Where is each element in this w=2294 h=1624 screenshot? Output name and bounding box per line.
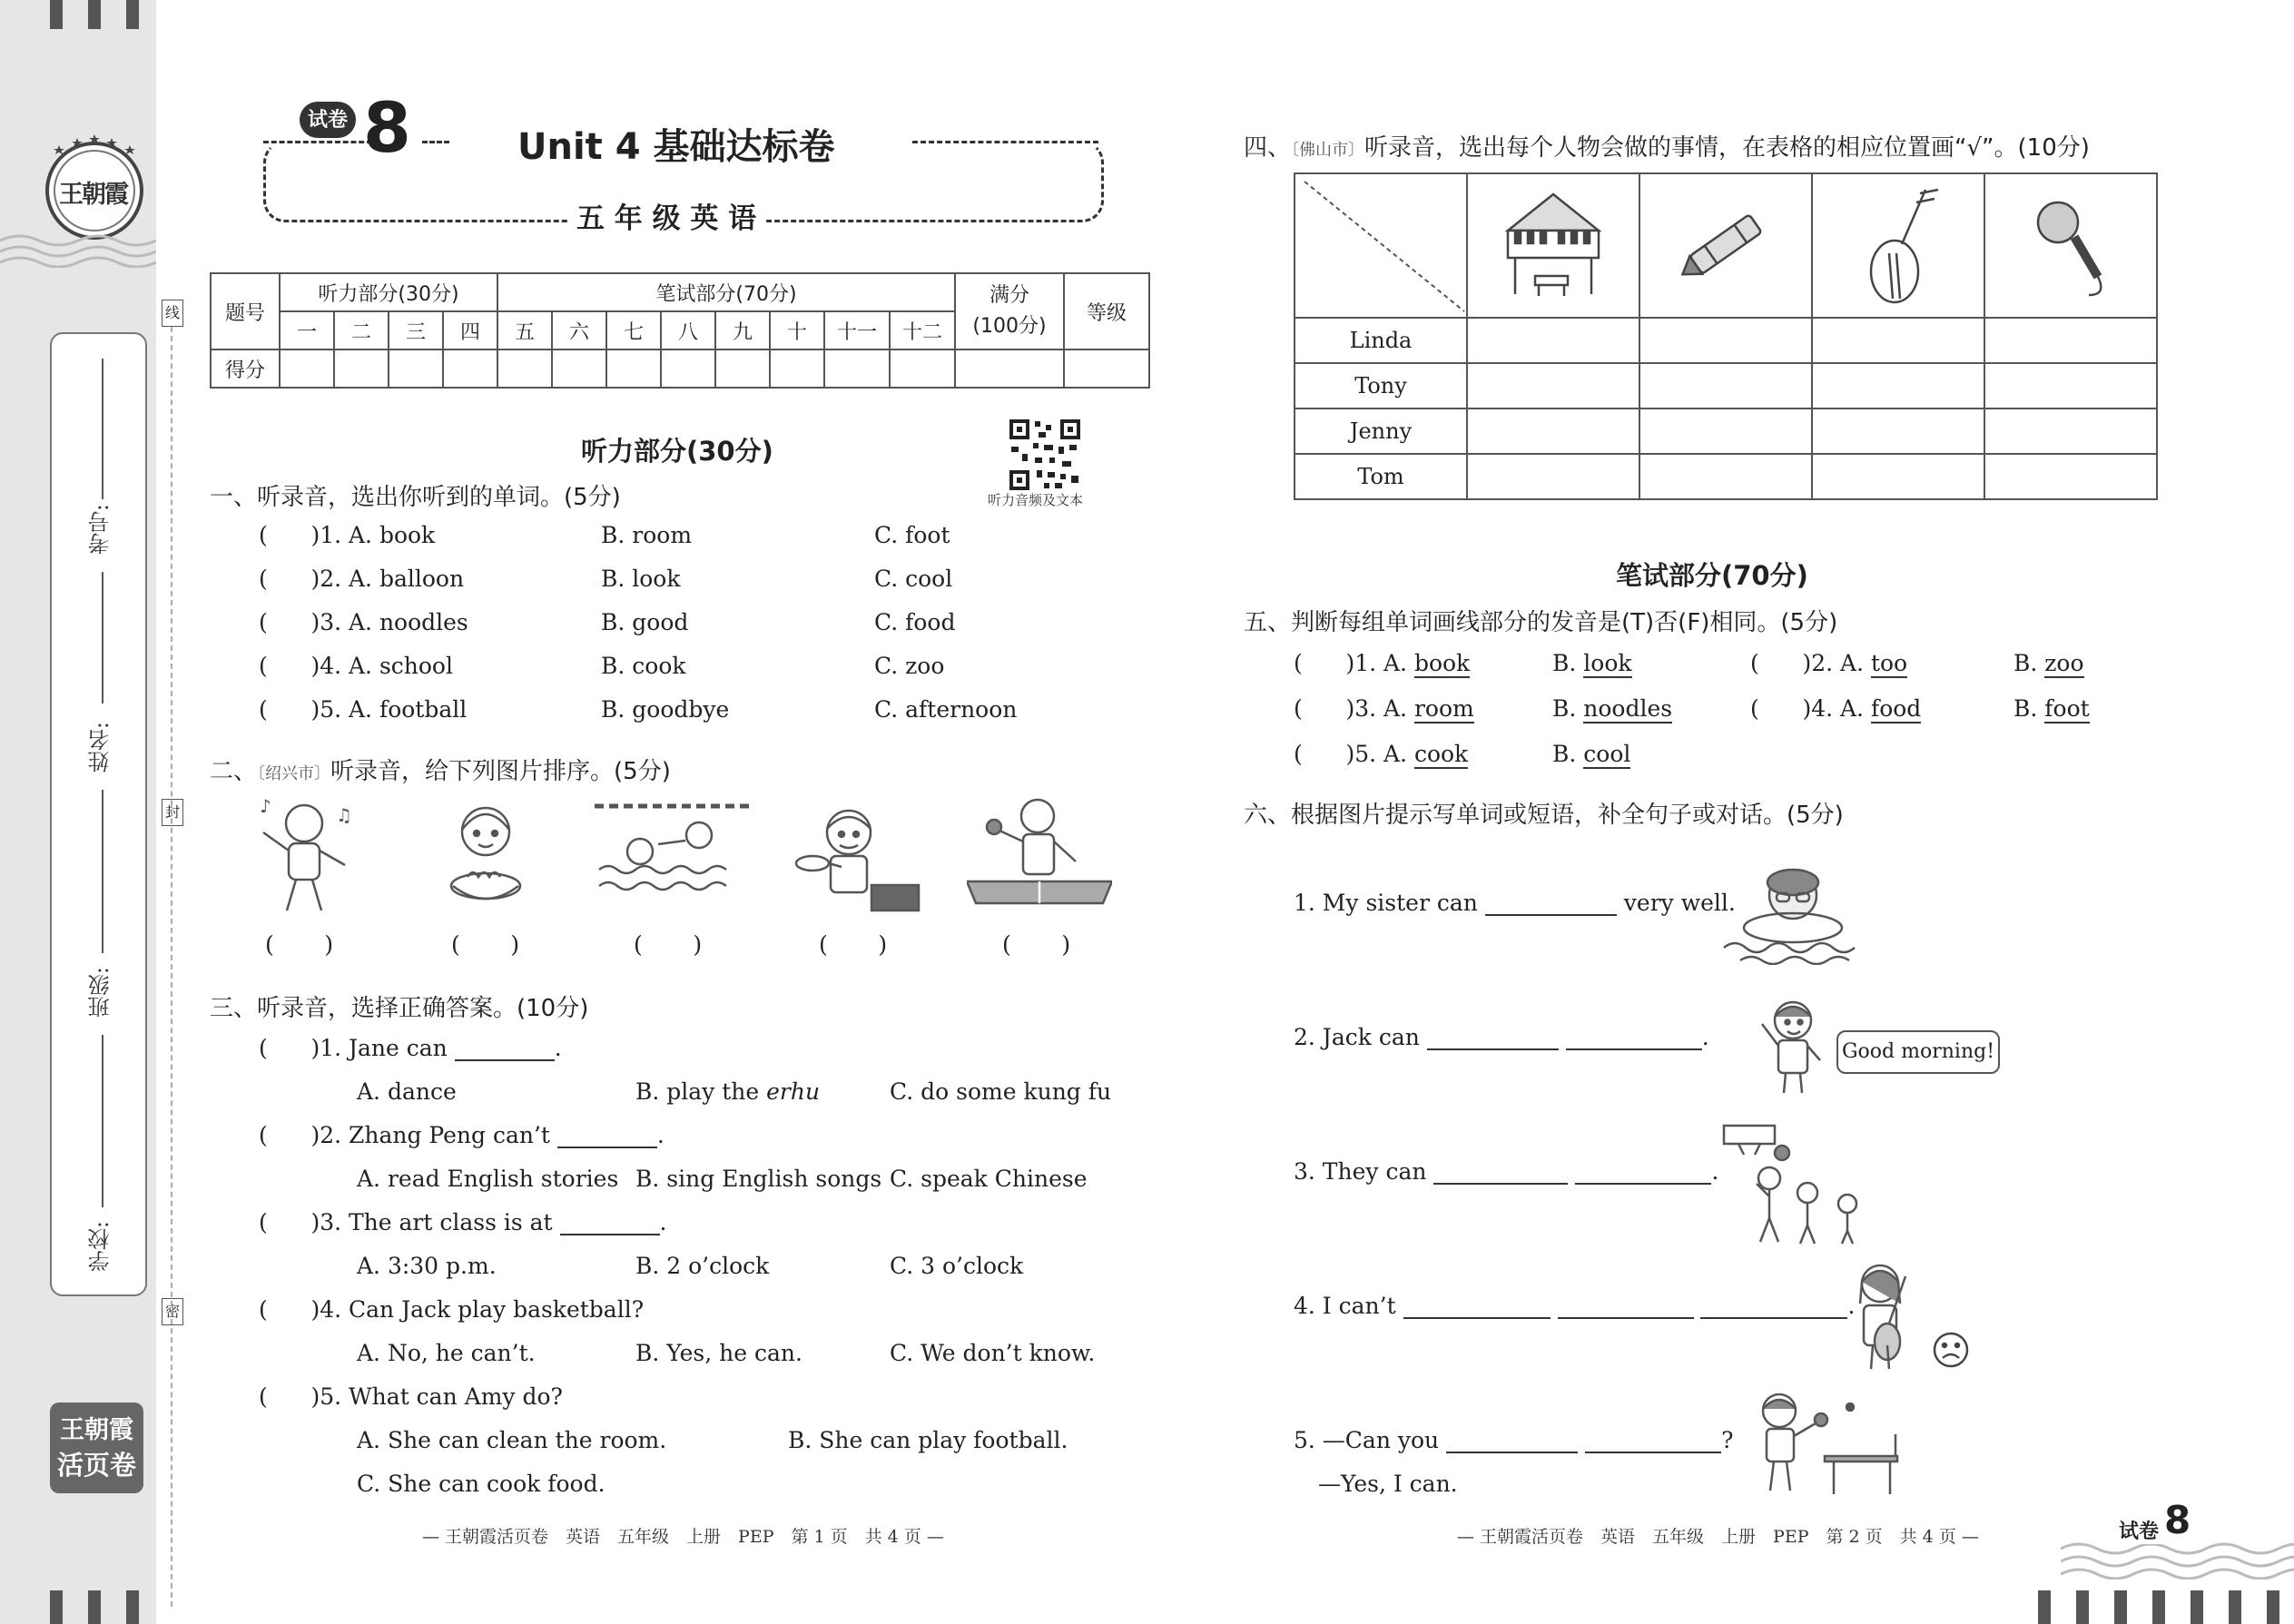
s1-q4-a: )4. A. school [310, 653, 453, 679]
s4-title [1244, 129, 2090, 162]
s1-q5-b: B. goodbye [601, 696, 730, 723]
check-cell[interactable] [1639, 363, 1812, 408]
grade-header: 等级 [1064, 273, 1149, 349]
badge-number: 8 [363, 87, 411, 168]
s6-line5-answer: —Yes, I can. [1318, 1471, 1458, 1497]
s6-line4: 4. I can’t . [1294, 1293, 1856, 1319]
deco-bar [126, 0, 139, 29]
title-frame-top [422, 141, 449, 143]
q-number: 八 [661, 311, 715, 349]
deco-bar [126, 1590, 139, 1624]
s3-title: 三、听录音，选择正确答案。(10分) [210, 995, 589, 1022]
s1-q3-c: C. food [874, 609, 956, 635]
deco-bar [50, 0, 63, 29]
wave-decoration [0, 231, 156, 268]
name-label: 姓名: [88, 722, 113, 773]
check-cell[interactable] [1639, 408, 1812, 454]
answer-blank[interactable] [1558, 1294, 1694, 1319]
score-cell[interactable] [280, 349, 334, 388]
name-cell: Jenny [1295, 408, 1467, 454]
check-cell[interactable] [1639, 454, 1812, 499]
deco-bar [2114, 1590, 2127, 1624]
q-number: 九 [715, 311, 770, 349]
answer-blank[interactable] [1485, 891, 1617, 916]
deco-bar [2076, 1590, 2089, 1624]
s1-q1-a: )1. A. book [310, 522, 436, 548]
s5-item3: ( )3. A. room [1294, 695, 1474, 722]
s1-q2-b: B. look [601, 566, 681, 592]
s5-item4-b-word: foot [2044, 695, 2090, 722]
picture-girl-cooking [440, 799, 531, 920]
svg-text:♪: ♪ [260, 795, 271, 817]
score-cell[interactable] [955, 349, 1064, 388]
s5-item3-b [1552, 695, 1672, 722]
name-cell: Tony [1295, 363, 1467, 408]
q-number: 五 [497, 311, 552, 349]
s6-line2-a: 2. Jack can [1294, 1024, 1420, 1050]
s3-q4-text: )4. Can Jack play basketball? [310, 1296, 645, 1323]
s3-q5-c: C. She can cook food. [357, 1471, 605, 1497]
order-blank[interactable]: ( ) [819, 931, 888, 958]
s3-q5-text: )5. What can Amy do? [310, 1383, 563, 1410]
full-label: 满分 [989, 284, 1029, 307]
qr-code[interactable] [1008, 418, 1082, 492]
brand-logo-bottom [50, 1403, 143, 1493]
s6-line3-a: 3. They can [1294, 1158, 1427, 1185]
s5-item5-a: )5. A. [1345, 741, 1414, 767]
s5-item5-a-word: cook [1413, 741, 1469, 767]
answer-blank[interactable] [1403, 1294, 1551, 1319]
s4-title-text: 听录音，选出每个人物会做的事情，在表格的相应位置画“√”。(10分) [1364, 134, 2090, 162]
s3-q2-b: B. sing English songs [635, 1166, 882, 1192]
deco-bar [2191, 1590, 2203, 1624]
q-number: 十一 [824, 311, 890, 349]
score-cell[interactable] [715, 349, 770, 388]
s6-line2: 2. Jack can . [1294, 1024, 1709, 1050]
school-label: 学校: [88, 1221, 113, 1273]
s1-q2-a: )2. A. balloon [310, 566, 465, 592]
s3-q3-text: )3. The art class is at [310, 1209, 553, 1235]
speech-bubble: Good morning! [1836, 1030, 2000, 1074]
s1-q5-a: )5. A. football [310, 696, 468, 723]
s5-item4-a: )4. A. [1802, 695, 1871, 722]
answer-blank[interactable] [560, 1210, 660, 1235]
answer-blank[interactable] [1446, 1428, 1578, 1453]
s3-q5: ( )5. What can Amy do? [259, 1383, 563, 1410]
q-number: 六 [552, 311, 606, 349]
check-cell[interactable] [1467, 318, 1639, 363]
check-cell[interactable] [1812, 408, 1984, 454]
s1-q2-c: C. cool [874, 566, 953, 592]
deco-bar [88, 0, 101, 29]
s5-item1-a-word: book [1413, 650, 1471, 676]
s4-title-num: 四、 [1244, 134, 1292, 162]
answer-blank[interactable] [1700, 1294, 1847, 1319]
brand-logo-line1: 王朝霞 [60, 1416, 133, 1444]
s5-item2: ( )2. A. too [1750, 650, 1908, 676]
picture-girl-pipa [1847, 1260, 1920, 1377]
s5-item2-b-word: zoo [2044, 650, 2084, 676]
s1-q4-b: B. cook [601, 653, 686, 679]
student-info-box [50, 332, 147, 1296]
deco-bar [2267, 1590, 2279, 1624]
q-number: 十二 [890, 311, 955, 349]
written-section-head: 笔试部分(70分) [1616, 560, 1808, 591]
cut-mark: 线 [162, 300, 183, 327]
s3-q1-b-italic: erhu [766, 1078, 821, 1105]
s5-b-prefix: B. [1552, 695, 1584, 722]
s2-title-num: 二、 [210, 758, 258, 785]
school-field[interactable] [102, 1035, 103, 1207]
s1-title: 一、听录音，选出你听到的单词。(5分) [210, 484, 621, 511]
full-score-header [955, 273, 1064, 349]
check-cell[interactable] [1812, 454, 1984, 499]
s5-b-prefix: B. [2013, 650, 2045, 676]
score-cell[interactable] [824, 349, 890, 388]
picture-kids-basketball [1720, 1124, 1866, 1250]
badge-number-bottom: 8 [2161, 1498, 2194, 1542]
cut-mark: 密 [162, 1298, 183, 1325]
picture-dancing-robot [254, 794, 354, 920]
picture-boy-waving [1757, 997, 1829, 1100]
deco-bar [2229, 1590, 2241, 1624]
s5-item1-b-word: look [1583, 650, 1632, 676]
check-cell[interactable] [1812, 318, 1984, 363]
order-blank[interactable]: ( ) [451, 931, 520, 958]
name-cell: Linda [1295, 318, 1467, 363]
s4-tag: 〔佛山市〕 [1291, 141, 1365, 160]
order-blank[interactable]: ( ) [634, 931, 703, 958]
s1-q3-b: B. good [601, 609, 689, 635]
title-frame-top [263, 141, 372, 143]
score-label: 得分 [211, 349, 280, 388]
ability-table [1294, 172, 2158, 500]
s3-q4-c: C. We don’t know. [890, 1340, 1096, 1366]
s3-q2-c: C. speak Chinese [890, 1166, 1088, 1192]
s5-item4: ( )4. A. food [1750, 695, 1922, 722]
check-cell[interactable] [1467, 454, 1639, 499]
s3-q1-b [635, 1078, 820, 1105]
check-cell[interactable] [1984, 363, 2157, 408]
deco-bar [2152, 1590, 2165, 1624]
picture-swimming [595, 799, 749, 911]
s6-line5-q: ? [1721, 1427, 1734, 1453]
s1-q3: ( )3. A. noodles [259, 609, 468, 635]
microphone-picture [1984, 173, 2157, 318]
check-cell[interactable] [1467, 408, 1639, 454]
check-cell[interactable] [1984, 408, 2157, 454]
s3-q3-b: B. 2 o’clock [635, 1253, 770, 1279]
picture-girl-swimming [1720, 861, 1866, 969]
score-cell[interactable] [552, 349, 606, 388]
answer-blank[interactable] [1433, 1159, 1568, 1185]
s5-b-prefix: B. [1552, 650, 1584, 676]
q-number: 三 [389, 311, 443, 349]
s3-q1-b-text: B. play the [635, 1078, 760, 1105]
check-cell[interactable] [1984, 454, 2157, 499]
score-cell[interactable] [443, 349, 497, 388]
s5-item3-a: )3. A. [1345, 695, 1414, 722]
subtitle: 五 年 级 英 语 [567, 195, 765, 236]
badge-label: 试卷 [300, 102, 356, 138]
sad-face-icon [1932, 1331, 1970, 1373]
s3-q4: ( )4. Can Jack play basketball? [259, 1296, 645, 1323]
answer-blank[interactable] [557, 1123, 657, 1148]
written-header: 笔试部分(70分) [497, 273, 955, 311]
piano-picture [1467, 173, 1639, 318]
s5-item5: ( )5. A. cook [1294, 741, 1469, 767]
s1-q2: ( )2. A. balloon [259, 566, 465, 592]
s2-title-text: 听录音，给下列图片排序。(5分) [330, 758, 671, 785]
check-cell[interactable] [1467, 363, 1639, 408]
badge-label-bottom: 试卷 [2115, 1516, 2162, 1544]
diagonal-cell [1295, 173, 1467, 318]
listening-section-head: 听力部分(30分) [581, 436, 773, 467]
s6-title: 六、根据图片提示写单词或短语，补全句子或对话。(5分) [1244, 802, 1844, 829]
score-cell[interactable] [1064, 349, 1149, 388]
deco-bar [50, 1590, 63, 1624]
s3-q4-a: A. No, he can’t. [357, 1340, 536, 1366]
s3-q3: ( )3. The art class is at . [259, 1209, 667, 1235]
svg-text:♫: ♫ [336, 804, 352, 826]
s3-q2-a: A. read English stories [357, 1166, 619, 1192]
class-field[interactable] [102, 790, 103, 953]
s5-item2-b [2013, 650, 2084, 676]
s6-line3: 3. They can . [1294, 1158, 1719, 1185]
s1-q5: ( )5. A. football [259, 696, 468, 723]
s6-line5 [1294, 1427, 1733, 1453]
s5-item4-b [2013, 695, 2090, 722]
deco-bar [88, 1590, 101, 1624]
s2-title [210, 753, 671, 786]
score-cell[interactable] [497, 349, 552, 388]
s3-q1: ( )1. Jane can . [259, 1035, 562, 1061]
answer-blank[interactable] [1427, 1025, 1559, 1050]
s5-b-prefix: B. [2013, 695, 2045, 722]
score-cell[interactable] [661, 349, 715, 388]
score-cell[interactable] [606, 349, 661, 388]
listening-header: 听力部分(30分) [280, 273, 497, 311]
exam-no-label: 考号: [88, 504, 113, 556]
class-label: 班级: [88, 967, 113, 1019]
s6-line1 [1294, 890, 1736, 916]
cut-line [171, 327, 172, 1607]
s3-q5-a: A. She can clean the room. [357, 1427, 667, 1453]
title-frame-top [912, 141, 1098, 143]
crayon-picture [1639, 173, 1812, 318]
s5-item5-b [1552, 741, 1630, 767]
s5-item2-a: )2. A. [1802, 650, 1871, 676]
score-cell[interactable] [334, 349, 389, 388]
q-number: 十 [770, 311, 824, 349]
s1-q3-a: )3. A. noodles [310, 609, 468, 635]
s6-line5-a: 5. —Can you [1294, 1427, 1440, 1453]
footer-right: — 王朝霞活页卷 英语 五年级 上册 PEP 第 2 页 共 4 页 — [1457, 1527, 1979, 1547]
row-label: 题号 [211, 273, 280, 349]
full-value: (100分) [972, 315, 1047, 338]
s2-tag: 〔绍兴市〕 [257, 764, 331, 783]
q-number: 二 [334, 311, 389, 349]
s6-line4-a: 4. I can’t [1294, 1293, 1396, 1319]
check-cell[interactable] [1639, 318, 1812, 363]
score-cell[interactable] [389, 349, 443, 388]
s3-q1-a: A. dance [357, 1078, 457, 1105]
check-cell[interactable] [1812, 363, 1984, 408]
qr-caption: 听力音频及文本 [988, 492, 1084, 508]
picture-boy-cooking [785, 803, 921, 916]
s3-q1-text: )1. Jane can [310, 1035, 448, 1061]
s5-item3-b-word: noodles [1583, 695, 1673, 722]
s3-q3-a: A. 3:30 p.m. [357, 1253, 497, 1279]
s3-q4-b: B. Yes, he can. [635, 1340, 802, 1366]
s1-q4: ( )4. A. school [259, 653, 453, 679]
s5-item3-a-word: room [1413, 695, 1474, 722]
s5-item1-b [1552, 650, 1632, 676]
s3-q1-c: C. do some kung fu [890, 1078, 1112, 1105]
q-number: 七 [606, 311, 661, 349]
brand-seal-text: 王朝霞 [59, 181, 127, 209]
s3-q2: ( )2. Zhang Peng can’t . [259, 1122, 665, 1148]
brand-logo-line2: 活页卷 [56, 1450, 136, 1481]
order-blank[interactable]: ( ) [265, 931, 334, 958]
check-cell[interactable] [1984, 318, 2157, 363]
s5-b-prefix: B. [1552, 741, 1584, 767]
brand-seal [41, 134, 148, 241]
cut-mark: 封 [162, 799, 183, 826]
score-table [210, 272, 1150, 389]
name-field[interactable] [102, 572, 103, 704]
s5-item5-b-word: cool [1583, 741, 1631, 767]
s1-q1: ( )1. A. book [259, 522, 436, 548]
s5-item2-a-word: too [1870, 650, 1908, 676]
s5-item4-a-word: food [1870, 695, 1922, 722]
s3-q3-c: C. 3 o’clock [890, 1253, 1024, 1279]
s3-q5-b: B. She can play football. [788, 1427, 1068, 1453]
answer-blank[interactable] [455, 1036, 555, 1061]
s6-line1-b: very well. [1623, 890, 1736, 916]
score-cell[interactable] [770, 349, 824, 388]
footer-left: — 王朝霞活页卷 英语 五年级 上册 PEP 第 1 页 共 4 页 — [422, 1527, 944, 1547]
answer-blank[interactable] [1585, 1428, 1721, 1453]
s3-q2-text: )2. Zhang Peng can’t [310, 1122, 550, 1148]
s1-q5-c: C. afternoon [874, 696, 1018, 723]
s1-q1-c: C. foot [874, 522, 950, 548]
exam-no-field[interactable] [102, 359, 103, 499]
s1-q1-b: B. room [601, 522, 693, 548]
deco-bar [2038, 1590, 2051, 1624]
answer-blank[interactable] [1566, 1025, 1702, 1050]
picture-ping-pong [967, 794, 1112, 916]
answer-blank[interactable] [1575, 1159, 1711, 1185]
score-cell[interactable] [890, 349, 955, 388]
page-title: Unit 4 基础达标卷 [517, 126, 835, 168]
order-blank[interactable]: ( ) [1002, 931, 1071, 958]
name-cell: Tom [1295, 454, 1467, 499]
s5-title: 五、判断每组单词画线部分的发音是(T)否(F)相同。(5分) [1244, 609, 1838, 636]
q-number: 一 [280, 311, 334, 349]
s5-item1: ( )1. A. book [1294, 650, 1471, 676]
picture-boy-ping-pong [1743, 1389, 1902, 1501]
q-number: 四 [443, 311, 497, 349]
s5-item1-a: )1. A. [1345, 650, 1414, 676]
pipa-picture [1812, 173, 1984, 318]
s6-line1-a: 1. My sister can [1294, 890, 1478, 916]
s1-q4-c: C. zoo [874, 653, 945, 679]
